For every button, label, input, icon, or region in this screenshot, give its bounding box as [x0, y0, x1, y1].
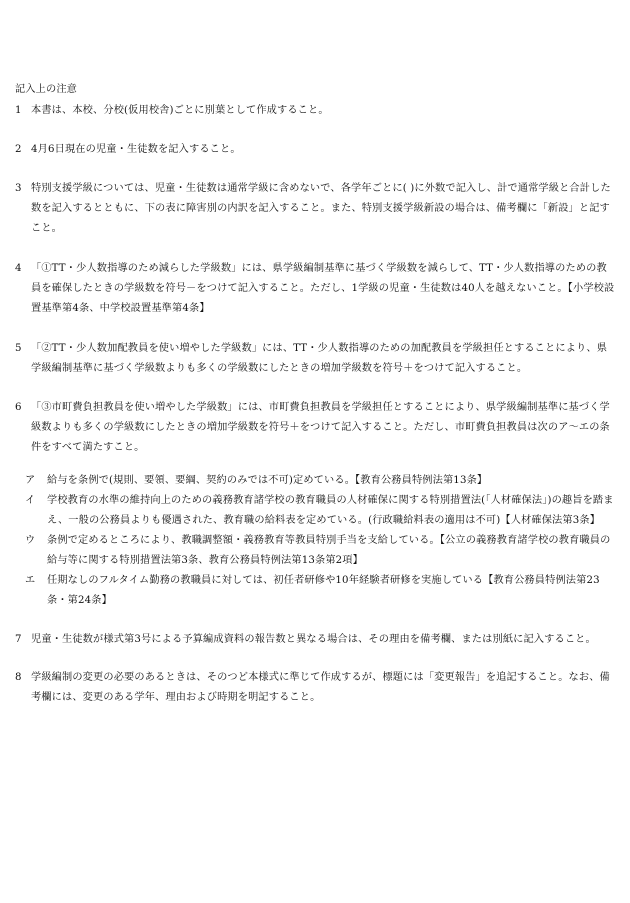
condition-mark: イ — [25, 495, 36, 506]
notes-document — [15, 80, 617, 708]
note-item-3 — [15, 179, 617, 239]
note-number: 2 — [15, 144, 22, 155]
note-number: 6 — [15, 402, 22, 413]
note-item-8 — [15, 668, 617, 708]
note-text: 4月6日現在の児童・生徒数を記入すること。 — [31, 144, 241, 155]
note-number: 7 — [15, 634, 22, 645]
note-text: 学級編制の変更の必要のあるときは、そのつど本様式に準じて作成するが、標題には「変更報告」を追記すること。なお、備考欄には、変更のある学年、理由および時期を明記すること。 — [31, 672, 610, 703]
condition-mark: ア — [25, 475, 36, 486]
condition-text: 任期なしのフルタイム勤務の教職員に対しては、初任者研修や10年経験者研修を実施している【教育公務員特例法第23条・第24条】 — [47, 575, 600, 606]
note-number: 4 — [15, 263, 22, 274]
condition-mark: ウ — [25, 535, 36, 546]
note-item-6 — [15, 398, 617, 458]
note-text: 本書は、本校、分校(仮用校舎)ごとに別葉として作成すること。 — [31, 105, 329, 116]
note-text: 児童・生徒数が様式第3号による予算編成資料の報告数と異なる場合は、その理由を備考欄、または別紙に記入すること。 — [31, 634, 596, 645]
note-item-2 — [15, 140, 617, 160]
condition-text: 給与を条例で(規則、要領、要綱、契約のみでは不可)定めている。【教育公務員特例法第13条】 — [47, 475, 488, 486]
note-text: 特別支援学級については、児童・生徒数は通常学級に含めないで、各学年ごとに( )に外数で記入し、計で通常学級と合計した数を記入するとともに、下の表に障害別の内訳を記入すること。また、特別支援学級新設の場合は、備考欄に「新設」と記すこと。 — [31, 183, 611, 234]
note-text: 「①TT・少人数指導のため減らした学級数」には、県学級編制基準に基づく学級数を減らして、TT・少人数指導のための教員を確保したときの学級数を符号－をつけて記入すること。ただし、1学級の児童・生徒数は40人を越えないこと。【小学校設置基準第4条、中学校設置基準第4条】 — [31, 263, 615, 314]
condition-mark: エ — [25, 575, 36, 586]
note-number: 8 — [15, 672, 22, 683]
page-title: 記入上の注意 — [15, 84, 78, 95]
condition-item-a — [15, 471, 617, 491]
note-item-4 — [15, 259, 617, 319]
condition-item-e — [15, 571, 617, 611]
note-number: 5 — [15, 343, 22, 354]
condition-item-u — [15, 531, 617, 571]
note-number: 3 — [15, 183, 22, 194]
note-text: 「②TT・少人数加配教員を使い増やした学級数」には、TT・少人数指導のための加配教員を学級担任とすることにより、県学級編制基準に基づく学級数よりも多くの学級数にしたときの増加学級数を符号＋をつけて記入すること。 — [31, 343, 608, 374]
condition-text: 学校教育の水準の維持向上のための義務教育諸学校の教育職員の人材確保に関する特別措置法(「人材確保法」)の趣旨を踏まえ、一般の公務員よりも優遇された、教育職の給料表を定めている。(行政職給料表の適用は不可)【人材確保法第3条】 — [47, 495, 614, 526]
note-item-7 — [15, 630, 617, 650]
condition-text: 条例で定めるところにより、教職調整額・義務教育等教員特別手当を支給している。【公立の義務教育諸学校の教育職員の給与等に関する特別措置法第3条、教育公務員特例法第13条第2項】 — [47, 535, 611, 566]
note-number: 1 — [15, 105, 22, 116]
condition-list — [15, 471, 617, 611]
note-item-1 — [15, 101, 617, 121]
note-text: 「③市町費負担教員を使い増やした学級数」には、市町費負担教員を学級担任とすることにより、県学級編制基準に基づく学級数よりも多くの学級数にしたときの増加学級数を符号＋をつけて記入すること。ただし、市町費負担教員は次のア～エの条件をすべて満たすこと。 — [31, 402, 610, 453]
condition-item-i — [15, 491, 617, 531]
note-item-5 — [15, 339, 617, 379]
